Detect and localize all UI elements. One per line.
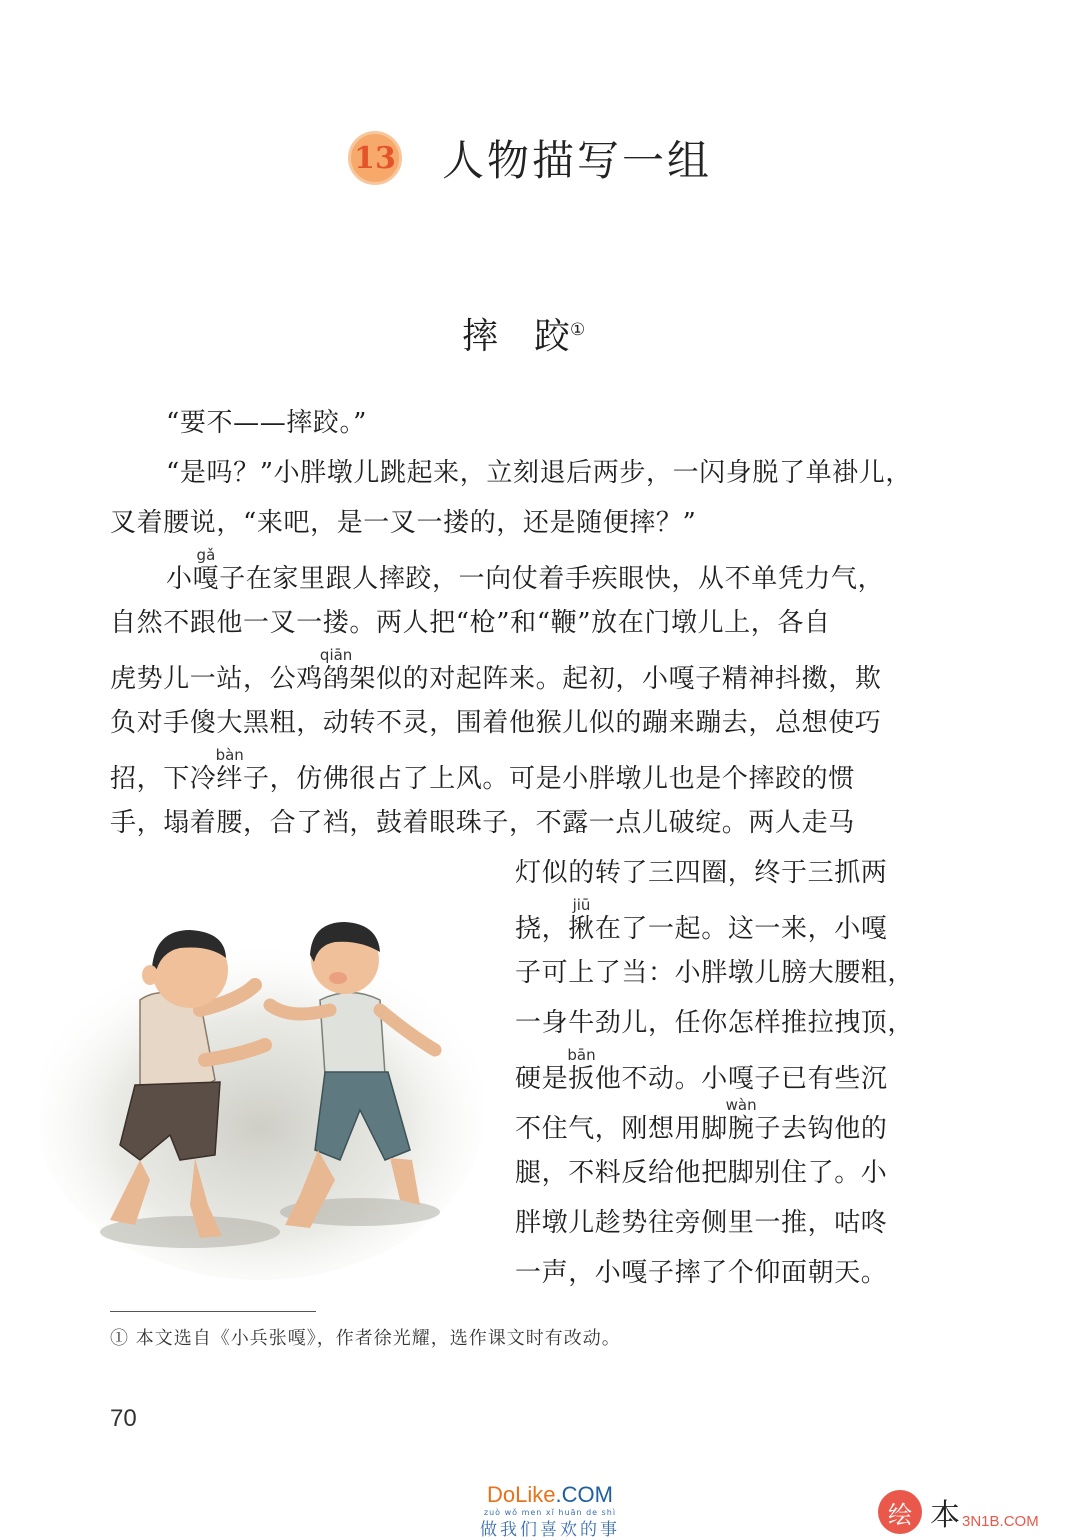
paragraph-line: 负对手傻大黑粗，动转不灵，围着他猴儿似的蹦来蹦去，总想使巧 — [110, 708, 882, 738]
paragraph-line: “是吗？”小胖墩儿跳起来，立刻退后两步，一闪身脱了单褂儿， — [166, 458, 912, 488]
footnote-marker: ① — [570, 320, 586, 340]
paragraph-line: 一声，小嘎子摔了个仰面朝天。 — [515, 1258, 888, 1288]
paragraph-line: 子可上了当：小胖墩儿膀大腰粗， — [515, 958, 915, 988]
lesson-number-badge: 13 — [348, 131, 402, 185]
huiben-logo-icon: 绘 — [878, 1490, 922, 1534]
dolike-watermark — [455, 1482, 645, 1540]
pinyin-ruby: 腕wàn — [725, 1096, 757, 1144]
footnote: ① 本文选自《小兵张嘎》，作者徐光耀，选作课文时有改动。 — [110, 1328, 621, 1349]
paragraph-line: 腿，不料反给他把脚别住了。小 — [515, 1158, 888, 1188]
paragraph-line: 灯似的转了三四圈，终于三抓两 — [515, 858, 888, 888]
paragraph-line: 自然不跟他一叉一搂。两人把“枪”和“鞭”放在门墩儿上，各自 — [110, 608, 831, 638]
page-number: 70 — [110, 1405, 137, 1432]
paragraph-line: 虎势儿一站，公鸡鹐qiān架似的对起阵来。起初，小嘎子精神抖擞，欺 — [110, 646, 882, 694]
dolike-tld: .COM — [555, 1482, 613, 1507]
pinyin-ruby: 揪jiū — [568, 896, 595, 944]
paragraph-line: 挠，揪jiū在了一起。这一来，小嘎 — [515, 896, 888, 944]
paragraph-line: 胖墩儿趁势往旁侧里一推，咕咚 — [515, 1208, 888, 1238]
paragraph-line: “要不——摔跤。” — [166, 408, 367, 438]
pinyin-ruby: 绊bàn — [215, 746, 244, 794]
huiben-site: 3N1B.COM — [962, 1512, 1039, 1530]
paragraph-line: 硬是扳bān他不动。小嘎子已有些沉 — [515, 1046, 888, 1094]
paragraph-line: 一身牛劲儿，任你怎样推拉拽顶， — [515, 1008, 915, 1038]
pinyin-ruby: 嘎gǎ — [192, 546, 220, 594]
huiben-watermark — [878, 1490, 1039, 1534]
article-title-text: 摔 跤 — [462, 316, 571, 357]
paragraph-line: 叉着腰说，“来吧，是一叉一搂的，还是随便摔？” — [110, 508, 697, 538]
paragraph-line: 小嘎gǎ子在家里跟人摔跤，一向仗着手疾眼快，从不单凭力气， — [166, 546, 885, 594]
pinyin-ruby: 扳bān — [567, 1046, 596, 1094]
footnote-divider — [110, 1311, 316, 1312]
paragraph-line: 招，下冷绊bàn子，仿佛很占了上风。可是小胖墩儿也是个摔跤的惯 — [110, 746, 855, 794]
dolike-pinyin: zuò wǒ men xǐ huān de shì — [483, 1508, 617, 1517]
article-title — [462, 308, 585, 359]
wrestling-boys-illustration — [40, 860, 500, 1280]
lesson-header — [348, 128, 712, 188]
huiben-char: 本 — [930, 1498, 960, 1533]
lesson-title: 人物描写一组 — [442, 136, 713, 185]
dolike-domain: DoLike — [487, 1482, 556, 1507]
dolike-slogan: 做我们喜欢的事 — [480, 1520, 620, 1540]
paragraph-line: 手，塌着腰，合了裆，鼓着眼珠子，不露一点儿破绽。两人走马 — [110, 808, 855, 838]
pinyin-ruby: 鹐qiān — [319, 646, 353, 694]
paragraph-line: 不住气，刚想用脚腕wàn子去钩他的 — [515, 1096, 888, 1144]
